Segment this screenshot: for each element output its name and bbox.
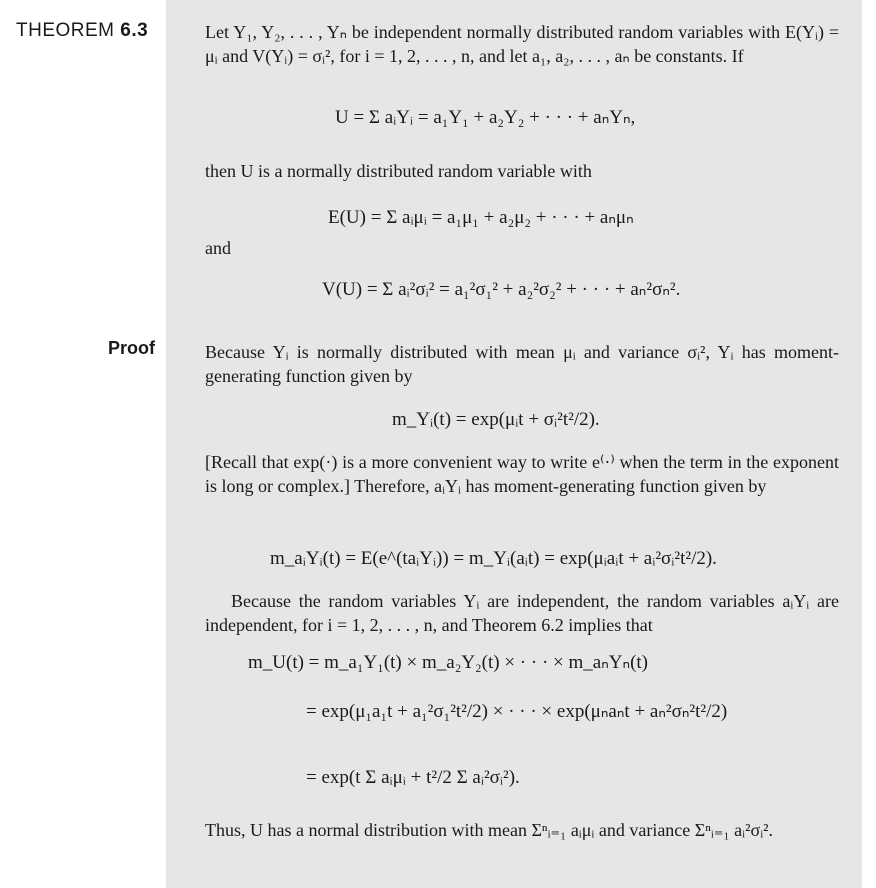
u-def-text: U = Σ aᵢYᵢ = a₁Y₁ + a₂Y₂ + · · · + aₙYₙ, [335,107,636,128]
theorem-label: THEOREM 6.3 [16,20,149,41]
proof-paragraph-2: [Recall that exp(·) is a more convenient way to write e⁽·⁾ when the term in the exponent is long or complex.] Therefore, aᵢYᵢ has moment-generating function given by [205,452,839,496]
shaded-panel [166,0,862,888]
equation-mu-line-2: = exp(μ₁a₁t + a₁²σ₁²t²/2) × · · · × exp(μₙaₙt + aₙ²σₙ²t²/2) [306,701,728,722]
proof-label: Proof [108,338,155,358]
equation-mgf-y: m_Yᵢ(t) = exp(μᵢt + σᵢ²t²/2). [392,409,600,430]
equation-mu-line-3: = exp(t Σ aᵢμᵢ + t²/2 Σ aᵢ²σᵢ²). [306,767,520,788]
equation-mean: E(U) = Σ aᵢμᵢ = a₁μ₁ + a₂μ₂ + · · · + aₙμₙ [328,207,634,228]
and-text: and [205,238,231,258]
equation-mu-line-1: m_U(t) = m_a₁Y₁(t) × m_a₂Y₂(t) × · · · × m_aₙYₙ(t) [248,652,649,673]
equation-mgf-ay: m_aᵢYᵢ(t) = E(e^(taᵢYᵢ)) = m_Yᵢ(aᵢt) = exp(μᵢaᵢt + aᵢ²σᵢ²t²/2). [270,548,717,569]
equation-u-definition [335,106,635,130]
theorem-statement: Let Y₁, Y₂, . . . , Yₙ be independent normally distributed random variables with E(Yᵢ) = μᵢ and V(Yᵢ) = σᵢ², for i = 1, 2, . . . , n, and let a₁, a₂, . . . , aₙ be constants. If [205,22,839,66]
proof-paragraph-1: Because Yᵢ is normally distributed with mean μᵢ and variance σᵢ², Yᵢ has moment-generating function given by [205,342,839,386]
proof-paragraph-3: Because the random variables Yᵢ are independent, the random variables aᵢYᵢ are independent, for i = 1, 2, . . . , n, and Theorem 6.2 implies that [205,591,839,635]
normal-conclusion-text: then U is a normally distributed random variable with [205,161,592,181]
proof-conclusion: Thus, U has a normal distribution with mean Σⁿᵢ₌₁ aᵢμᵢ and variance Σⁿᵢ₌₁ aᵢ²σᵢ². [205,820,774,840]
equation-variance: V(U) = Σ aᵢ²σᵢ² = a₁²σ₁² + a₂²σ₂² + · · · + aₙ²σₙ². [322,279,681,300]
